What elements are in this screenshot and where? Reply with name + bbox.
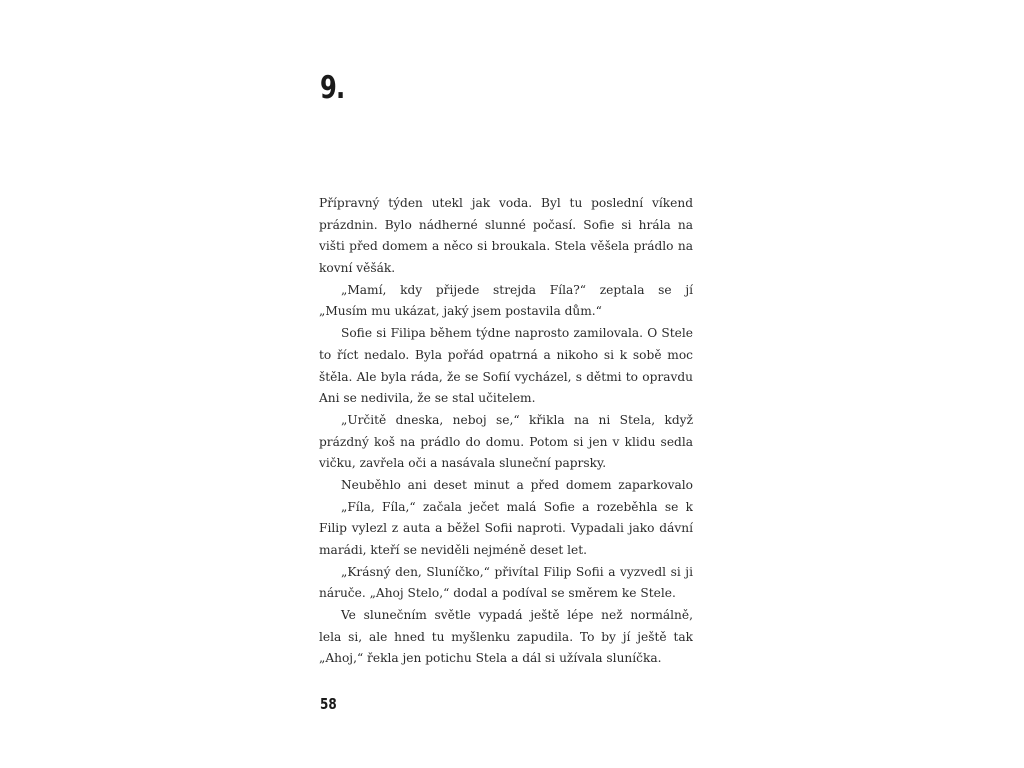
text-line: Neuběhlo ani deset minut a před domem zaparkovalo: [341, 477, 693, 492]
text-line: prázdnin. Bylo nádherné slunné počasí. Sofie si hrála na: [319, 217, 693, 232]
text-line: to říct nedalo. Byla pořád opatrná a nikoho si k sobě moc: [319, 347, 693, 362]
text-line: kovní věšák.: [319, 261, 396, 276]
text-line: prázdný koš na prádlo do domu. Potom si jen v klidu sedla: [319, 434, 693, 449]
text-line: lela si, ale hned tu myšlenku zapudila. To by jí ještě tak: [319, 629, 693, 644]
text-line: „Určitě dneska, neboj se,“ křikla na ni Stela, když: [341, 412, 693, 427]
text-line: „Fíla, Fíla,“ začala ječet malá Sofie a rozeběhla se k: [341, 499, 693, 514]
text-line: Filip vylezl z auta a běžel Sofii naproti. Vypadali jako dávní: [319, 521, 693, 536]
text-line: náruče. „Ahoj Stelo,“ dodal a podíval se směrem ke Stele.: [319, 586, 676, 601]
text-line: „Musím mu ukázat, jaký jsem postavila dům.“: [319, 304, 602, 319]
text-line: Ve slunečním světle vypadá ještě lépe než normálně,: [341, 608, 693, 623]
chapter-number: 9.: [320, 70, 345, 106]
text-line: marádi, kteří se neviděli nejméně deset let.: [319, 543, 588, 557]
text-line: „Ahoj,“ řekla jen potichu Stela a dál si užívala sluníčka.: [319, 651, 662, 666]
page-number: 58: [320, 695, 337, 713]
text-line: štěla. Ale byla ráda, že se Sofií vycházel, s dětmi to opravdu: [319, 369, 693, 384]
body-text: [319, 193, 693, 670]
text-line: vičku, zavřela oči a nasávala sluneční paprsky.: [319, 456, 607, 471]
text-line: Sofie si Filipa během týdne naprosto zamilovala. O Stele: [341, 326, 693, 341]
text-line: Ani se nedivila, že se stal učitelem.: [319, 391, 536, 406]
text-line: višti před domem a něco si broukala. Stela věšela prádlo na: [319, 239, 693, 254]
text-line: Přípravný týden utekl jak voda. Byl tu poslední víkend: [319, 196, 693, 210]
text-line: „Krásný den, Sluníčko,“ přivítal Filip Sofii a vyzvedl si ji: [341, 564, 693, 579]
text-line: „Mamí, kdy přijede strejda Fíla?“ zeptala se jí: [341, 282, 693, 297]
